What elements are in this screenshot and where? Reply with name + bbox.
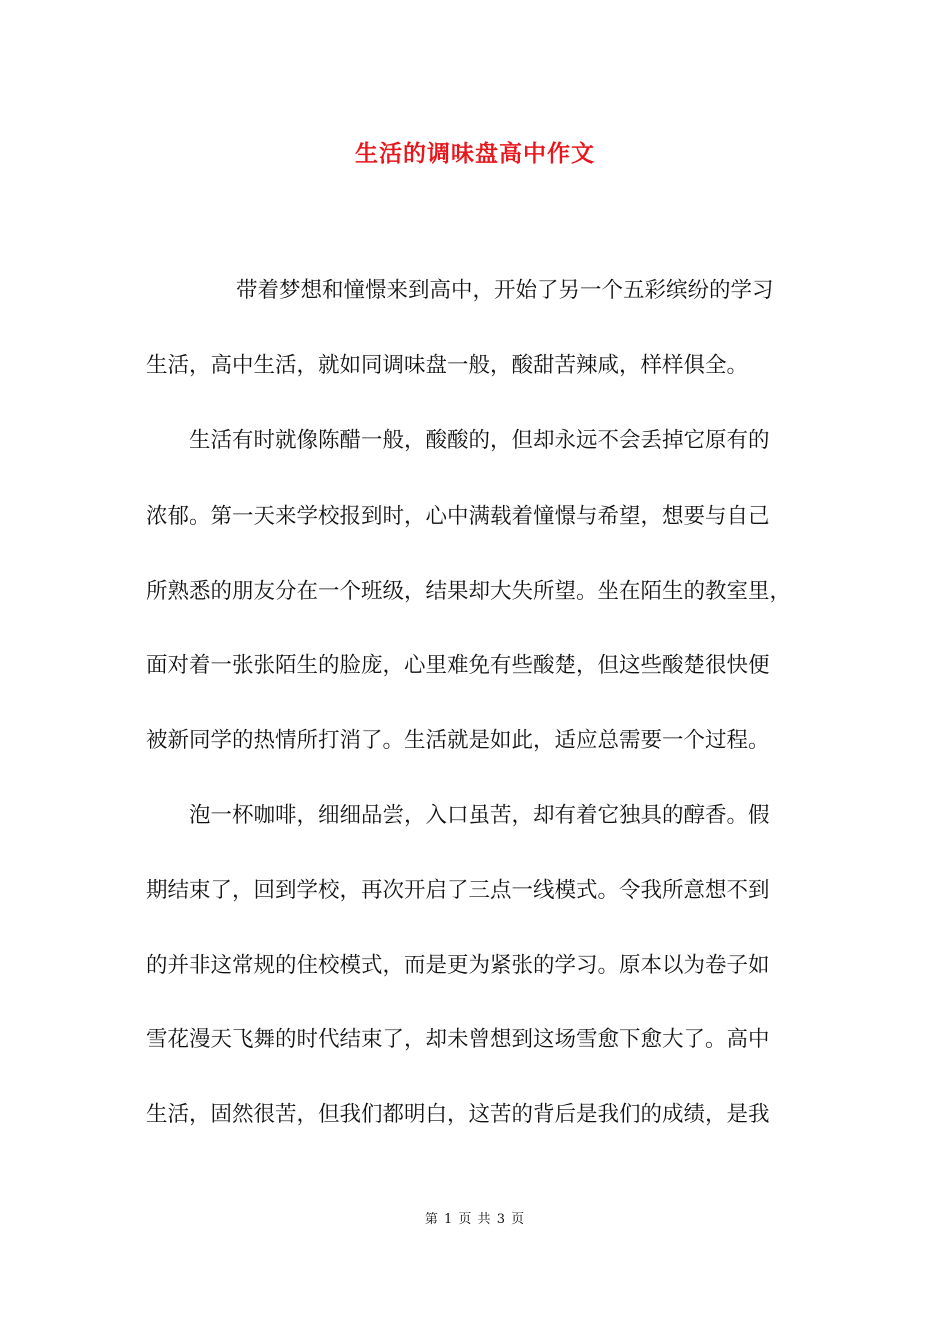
paragraph-line: 期结束了，回到学校，再次开启了三点一线模式。令我所意想不到 — [146, 878, 770, 903]
paragraph-line: 面对着一张张陌生的脸庞，心里难免有些酸楚，但这些酸楚很快便 — [146, 653, 770, 678]
paragraph-line: 雪花漫天飞舞的时代结束了，却未曾想到这场雪愈下愈大了。高中 — [146, 1027, 770, 1052]
paragraph-line: 生活，高中生活，就如同调味盘一般，酸甜苦辣咸，样样俱全。 — [146, 353, 749, 378]
page-title: 生活的调味盘高中作文 — [355, 140, 595, 167]
paragraph-line: 生活，固然很苦，但我们都明白，这苦的背后是我们的成绩，是我 — [146, 1102, 770, 1127]
paragraph-line: 的并非这常规的住校模式，而是更为紧张的学习。原本以为卷子如 — [146, 953, 770, 978]
paragraph-line: 浓郁。第一天来学校报到时，心中满载着憧憬与希望，想要与自己 — [146, 504, 770, 529]
page-number-footer: 第 1 页 共 3 页 — [424, 1212, 526, 1227]
paragraph-line: 生活有时就像陈醋一般，酸酸的，但却永远不会丢掉它原有的 — [189, 428, 770, 453]
paragraph-line: 所熟悉的朋友分在一个班级，结果却大失所望。坐在陌生的教室里， — [146, 579, 792, 604]
paragraph-line: 带着梦想和憧憬来到高中，开始了另一个五彩缤纷的学习 — [236, 278, 774, 303]
paragraph-line: 泡一杯咖啡，细细品尝，入口虽苦，却有着它独具的醇香。假 — [189, 803, 770, 828]
paragraph-line: 被新同学的热情所打消了。生活就是如此，适应总需要一个过程。 — [146, 728, 770, 753]
